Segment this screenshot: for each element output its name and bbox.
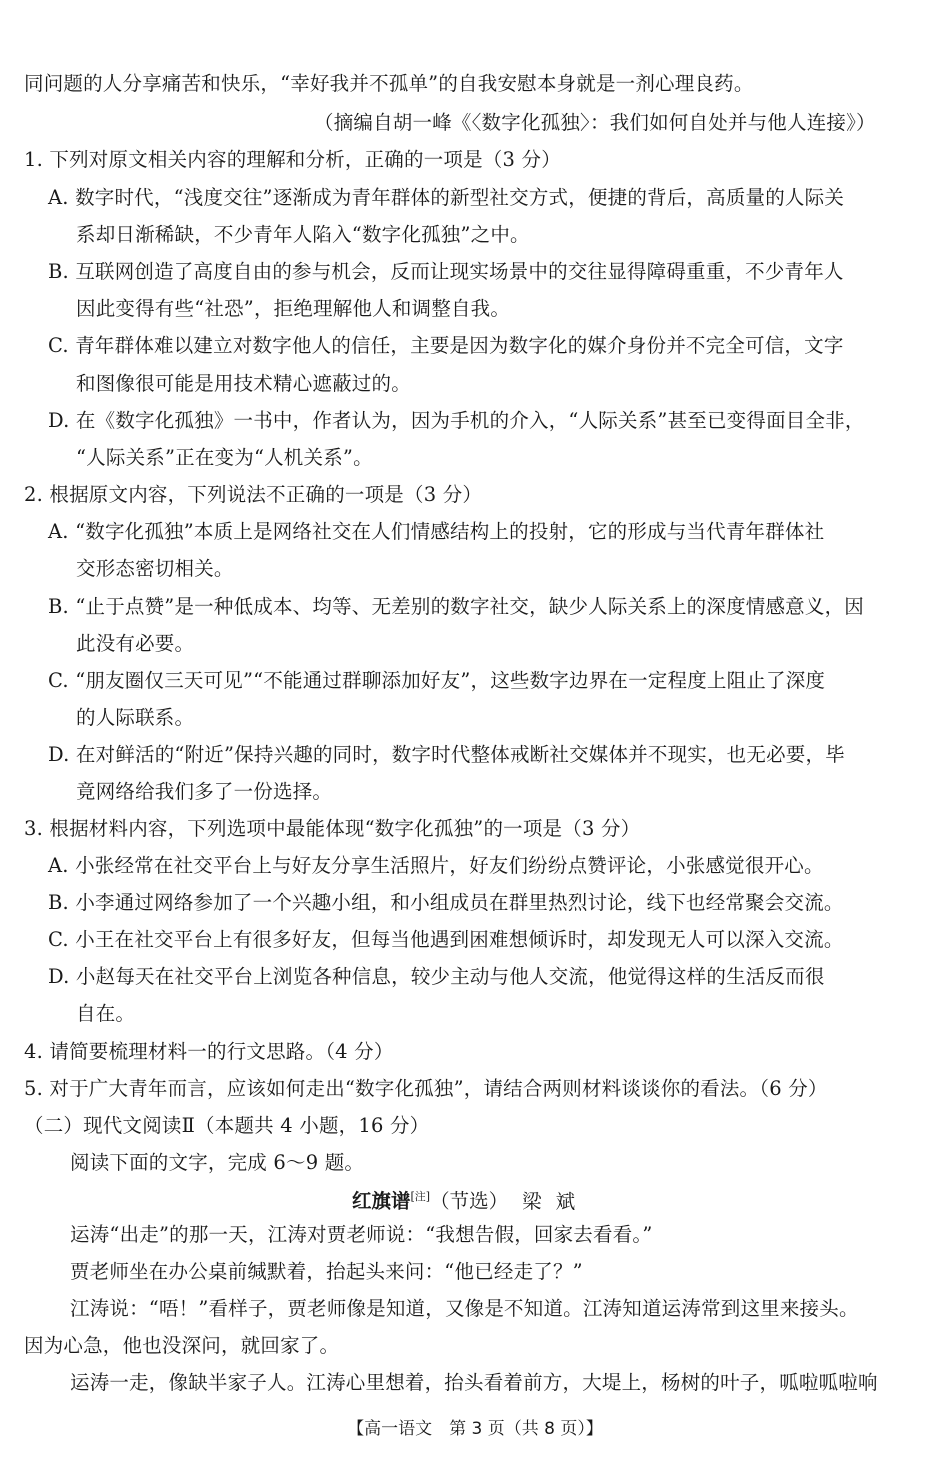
q1-option-b-cont: 因此变得有些“社恐”，拒绝理解他人和调整自我。 bbox=[76, 297, 511, 320]
q2-stem: 2. 根据原文内容，下列说法不正确的一项是（3 分） bbox=[24, 483, 483, 506]
passage-paragraph: 运涛“出走”的那一天，江涛对贾老师说：“我想告假，回家去看看。” bbox=[70, 1223, 653, 1246]
q3-stem: 3. 根据材料内容，下列选项中最能体现“数字化孤独”的一项是（3 分） bbox=[24, 817, 641, 840]
q1-option-b: B. 互联网创造了高度自由的参与机会，反而让现实场景中的交往显得障碍重重，不少青年人 bbox=[48, 260, 844, 283]
q4-stem: 4. 请简要梳理材料一的行文思路。（4 分） bbox=[24, 1040, 394, 1063]
q2-option-a: A. “数字化孤独”本质上是网络社交在人们情感结构上的投射，它的形成与当代青年群体社 bbox=[48, 520, 825, 543]
q2-option-d: D. 在对鲜活的“附近”保持兴趣的同时，数字时代整体戒断社交媒体并不现实，也无必要，毕 bbox=[48, 743, 845, 766]
q2-option-b-cont: 此没有必要。 bbox=[76, 632, 195, 655]
passage-author: 梁斌 bbox=[522, 1189, 590, 1213]
q3-option-c: C. 小王在社交平台上有很多好友，但每当他遇到困难想倾诉时，却发现无人可以深入交流。 bbox=[48, 928, 844, 951]
q5-stem: 5. 对于广大青年而言，应该如何走出“数字化孤独”，请结合两则材料谈谈你的看法。（6 分） bbox=[24, 1077, 828, 1100]
q2-option-c-cont: 的人际联系。 bbox=[76, 706, 195, 729]
intro-tail: 同问题的人分享痛苦和快乐，“幸好我并不孤单”的自我安慰本身就是一剂心理良药。 bbox=[24, 72, 754, 95]
page-footer: 【高一语文 第 3 页（共 8 页）】 bbox=[347, 1419, 603, 1439]
passage-paragraph: 贾老师坐在办公桌前缄默着，抬起头来问：“他已经走了？” bbox=[70, 1260, 583, 1283]
q1-option-d-cont: “人际关系”正在变为“人机关系”。 bbox=[76, 446, 373, 469]
passage-title-row bbox=[352, 1184, 589, 1215]
q3-option-a: A. 小张经常在社交平台上与好友分享生活照片，好友们纷纷点赞评论，小张感觉很开心。 bbox=[48, 854, 824, 877]
q2-option-c: C. “朋友圈仅三天可见”“不能通过群聊添加好友”，这些数字边界在一定程度上阻止了深度 bbox=[48, 669, 826, 692]
q3-option-b: B. 小李通过网络参加了一个兴趣小组，和小组成员在群里热烈讨论，线下也经常聚会交流。 bbox=[48, 891, 844, 914]
passage-paragraph: 江涛说：“唔！”看样子，贾老师像是知道，又像是不知道。江涛知道运涛常到这里来接头。 bbox=[70, 1297, 859, 1320]
q3-option-d: D. 小赵每天在社交平台上浏览各种信息，较少主动与他人交流，他觉得这样的生活反而很 bbox=[48, 965, 825, 988]
passage-title: 红旗谱 bbox=[352, 1189, 411, 1213]
passage-paragraph-cont: 因为心急，他也没深问，就回家了。 bbox=[24, 1334, 340, 1357]
source-citation: （摘编自胡一峰《〈数字化孤独〉：我们如何自处并与他人连接》） bbox=[314, 111, 876, 134]
q2-option-a-cont: 交形态密切相关。 bbox=[76, 557, 234, 580]
q1-option-a: A. 数字时代，“浅度交往”逐渐成为青年群体的新型社交方式，便捷的背后，高质量的人际关 bbox=[48, 186, 845, 209]
title-suffix: （节选） bbox=[430, 1189, 509, 1213]
section-heading: （二）现代文阅读Ⅱ（本题共 4 小题，16 分） bbox=[24, 1114, 430, 1137]
q3-option-d-cont: 自在。 bbox=[76, 1002, 136, 1025]
reading-instruction: 阅读下面的文字，完成 6～9 题。 bbox=[70, 1151, 365, 1174]
q1-option-c-cont: 和图像很可能是用技术精心遮蔽过的。 bbox=[76, 372, 411, 395]
q1-option-a-cont: 系却日渐稀缺，不少青年人陷入“数字化孤独”之中。 bbox=[76, 223, 530, 246]
passage-paragraph: 运涛一走，像缺半家子人。江涛心里想着，抬头看着前方，大堤上，杨树的叶子，呱啦呱啦响 bbox=[70, 1371, 878, 1394]
q1-option-c: C. 青年群体难以建立对数字他人的信任，主要是因为数字化的媒介身份并不完全可信，文字 bbox=[48, 334, 844, 357]
title-note-marker: [注] bbox=[410, 1190, 431, 1203]
q1-option-d: D. 在《数字化孤独》一书中，作者认为，因为手机的介入，“人际关系”甚至已变得面目全非， bbox=[48, 409, 865, 432]
q2-option-d-cont: 竟网络给我们多了一份选择。 bbox=[76, 780, 333, 803]
q1-stem: 1. 下列对原文相关内容的理解和分析，正确的一项是（3 分） bbox=[24, 148, 561, 171]
q2-option-b: B. “止于点赞”是一种低成本、均等、无差别的数字社交，缺少人际关系上的深度情感意义，因 bbox=[48, 595, 864, 618]
